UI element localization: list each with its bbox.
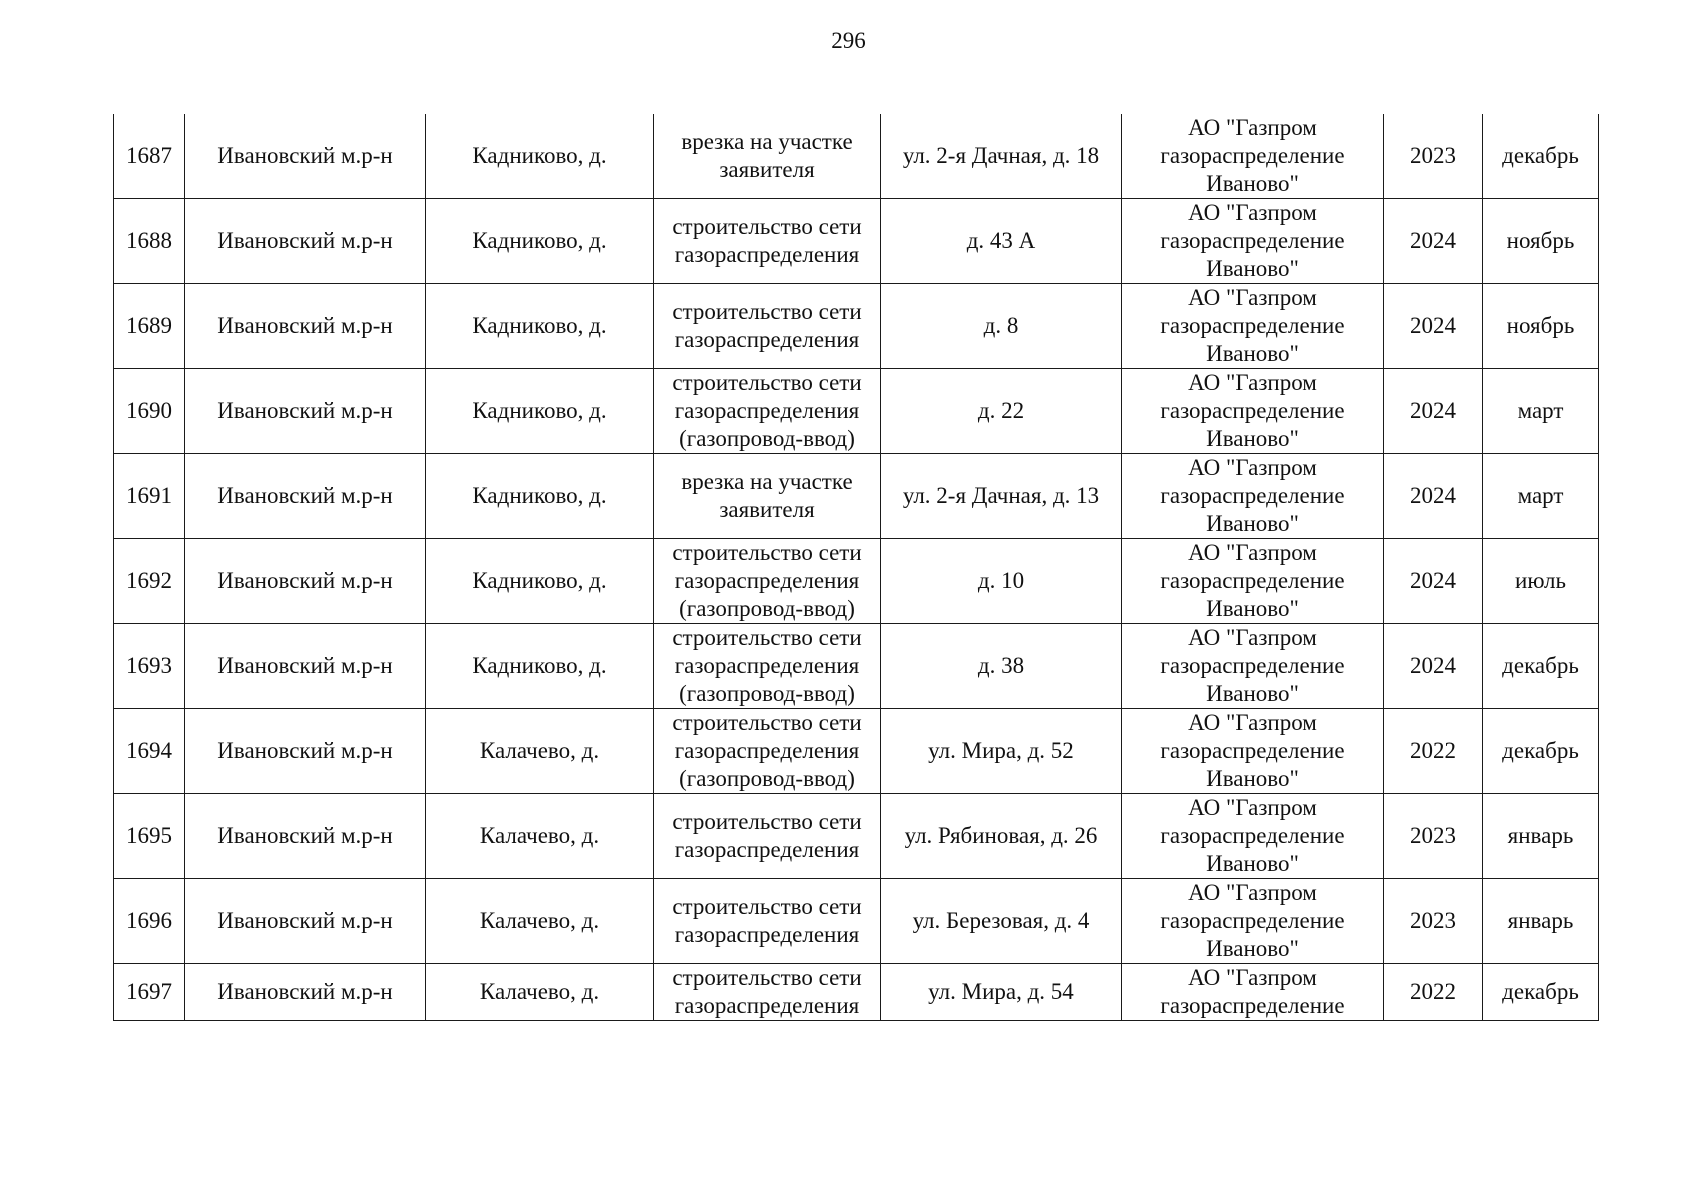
work-type-cell-line: (газопровод-ввод) xyxy=(679,426,855,451)
work-type-cell-line: газораспределения xyxy=(674,922,860,947)
address-cell: д. 10 xyxy=(881,539,1122,624)
address-cell: ул. Мира, д. 54 xyxy=(881,964,1122,1021)
district-cell: Ивановский м.р-н xyxy=(185,624,426,709)
table-row xyxy=(114,284,1599,369)
work-type-cell xyxy=(654,624,881,709)
row-number-cell: 1694 xyxy=(114,709,185,794)
year-cell: 2024 xyxy=(1384,454,1483,539)
row-number-cell: 1689 xyxy=(114,284,185,369)
work-type-cell xyxy=(654,369,881,454)
work-type-cell-line: газораспределения xyxy=(674,653,860,678)
district-cell: Ивановский м.р-н xyxy=(185,454,426,539)
organization-cell xyxy=(1122,114,1384,199)
month-cell: март xyxy=(1483,369,1599,454)
organization-cell-line: Иваново" xyxy=(1206,681,1299,706)
organization-cell-line: Иваново" xyxy=(1206,511,1299,536)
organization-cell xyxy=(1122,964,1384,1021)
settlement-cell: Кадниково, д. xyxy=(426,539,654,624)
work-type-cell xyxy=(654,454,881,539)
settlement-cell: Кадниково, д. xyxy=(426,284,654,369)
year-cell: 2022 xyxy=(1384,964,1483,1021)
row-number-cell: 1692 xyxy=(114,539,185,624)
organization-cell-line: газораспределение xyxy=(1160,738,1345,763)
district-cell: Ивановский м.р-н xyxy=(185,709,426,794)
work-type-cell-line: заявителя xyxy=(719,157,815,182)
district-cell: Ивановский м.р-н xyxy=(185,369,426,454)
organization-cell-line: газораспределение xyxy=(1160,398,1345,423)
work-type-cell-line: заявителя xyxy=(719,497,815,522)
year-cell: 2024 xyxy=(1384,199,1483,284)
row-number-cell: 1695 xyxy=(114,794,185,879)
address-cell: д. 38 xyxy=(881,624,1122,709)
organization-cell-line: Иваново" xyxy=(1206,171,1299,196)
organization-cell xyxy=(1122,369,1384,454)
organization-cell-line: газораспределение xyxy=(1160,568,1345,593)
organization-cell xyxy=(1122,879,1384,964)
organization-cell xyxy=(1122,454,1384,539)
work-type-cell-line: строительство сети xyxy=(672,894,862,919)
district-cell: Ивановский м.р-н xyxy=(185,114,426,199)
district-cell: Ивановский м.р-н xyxy=(185,539,426,624)
table-row xyxy=(114,454,1599,539)
organization-cell-line: Иваново" xyxy=(1206,341,1299,366)
work-type-cell-line: строительство сети xyxy=(672,710,862,735)
table-row xyxy=(114,964,1599,1021)
work-type-cell-line: строительство сети xyxy=(672,540,862,565)
organization-cell-line: АО "Газпром xyxy=(1188,540,1317,565)
organization-cell xyxy=(1122,539,1384,624)
organization-cell-line: АО "Газпром xyxy=(1188,115,1317,140)
organization-cell-line: газораспределение xyxy=(1160,313,1345,338)
work-type-cell xyxy=(654,284,881,369)
address-cell: ул. Рябиновая, д. 26 xyxy=(881,794,1122,879)
month-cell: ноябрь xyxy=(1483,284,1599,369)
work-type-cell-line: строительство сети xyxy=(672,625,862,650)
district-cell: Ивановский м.р-н xyxy=(185,794,426,879)
district-cell: Ивановский м.р-н xyxy=(185,964,426,1021)
work-type-cell-line: строительство сети xyxy=(672,299,862,324)
year-cell: 2023 xyxy=(1384,114,1483,199)
month-cell: декабрь xyxy=(1483,114,1599,199)
district-cell: Ивановский м.р-н xyxy=(185,284,426,369)
row-number-cell: 1690 xyxy=(114,369,185,454)
organization-cell xyxy=(1122,284,1384,369)
settlement-cell: Кадниково, д. xyxy=(426,369,654,454)
month-cell: декабрь xyxy=(1483,709,1599,794)
year-cell: 2023 xyxy=(1384,879,1483,964)
organization-cell xyxy=(1122,199,1384,284)
settlement-cell: Калачево, д. xyxy=(426,879,654,964)
table-row xyxy=(114,114,1599,199)
year-cell: 2024 xyxy=(1384,624,1483,709)
row-number-cell: 1697 xyxy=(114,964,185,1021)
month-cell: ноябрь xyxy=(1483,199,1599,284)
organization-cell-line: АО "Газпром xyxy=(1188,455,1317,480)
organization-cell-line: АО "Газпром xyxy=(1188,965,1317,990)
settlement-cell: Калачево, д. xyxy=(426,964,654,1021)
organization-cell-line: газораспределение xyxy=(1160,228,1345,253)
organization-cell xyxy=(1122,624,1384,709)
address-cell: ул. 2-я Дачная, д. 13 xyxy=(881,454,1122,539)
organization-cell-line: АО "Газпром xyxy=(1188,710,1317,735)
work-type-cell-line: (газопровод-ввод) xyxy=(679,596,855,621)
table-row xyxy=(114,369,1599,454)
district-cell: Ивановский м.р-н xyxy=(185,879,426,964)
gasification-table xyxy=(113,114,1599,1021)
settlement-cell: Калачево, д. xyxy=(426,709,654,794)
page-number: 296 xyxy=(831,28,866,53)
organization-cell-line: Иваново" xyxy=(1206,426,1299,451)
organization-cell-line: АО "Газпром xyxy=(1188,625,1317,650)
settlement-cell: Кадниково, д. xyxy=(426,199,654,284)
address-cell: ул. Мира, д. 52 xyxy=(881,709,1122,794)
settlement-cell: Калачево, д. xyxy=(426,794,654,879)
organization-cell-line: Иваново" xyxy=(1206,596,1299,621)
work-type-cell-line: газораспределения xyxy=(674,837,860,862)
month-cell: декабрь xyxy=(1483,964,1599,1021)
address-cell: ул. 2-я Дачная, д. 18 xyxy=(881,114,1122,199)
table-body xyxy=(114,114,1599,1021)
table-row xyxy=(114,879,1599,964)
organization-cell-line: Иваново" xyxy=(1206,256,1299,281)
row-number-cell: 1693 xyxy=(114,624,185,709)
work-type-cell xyxy=(654,879,881,964)
organization-cell-line: газораспределение xyxy=(1160,483,1345,508)
address-cell: ул. Березовая, д. 4 xyxy=(881,879,1122,964)
work-type-cell-line: строительство сети xyxy=(672,214,862,239)
organization-cell xyxy=(1122,709,1384,794)
table-row xyxy=(114,794,1599,879)
organization-cell-line: газораспределение xyxy=(1160,993,1345,1018)
month-cell: январь xyxy=(1483,794,1599,879)
month-cell: декабрь xyxy=(1483,624,1599,709)
organization-cell-line: АО "Газпром xyxy=(1188,370,1317,395)
table-row xyxy=(114,199,1599,284)
row-number-cell: 1688 xyxy=(114,199,185,284)
work-type-cell-line: газораспределения xyxy=(674,738,860,763)
work-type-cell-line: газораспределения xyxy=(674,993,860,1018)
work-type-cell-line: строительство сети xyxy=(672,965,862,990)
year-cell: 2023 xyxy=(1384,794,1483,879)
table-row xyxy=(114,624,1599,709)
organization-cell-line: газораспределение xyxy=(1160,653,1345,678)
month-cell: январь xyxy=(1483,879,1599,964)
row-number-cell: 1696 xyxy=(114,879,185,964)
year-cell: 2024 xyxy=(1384,539,1483,624)
address-cell: д. 43 А xyxy=(881,199,1122,284)
work-type-cell-line: строительство сети xyxy=(672,370,862,395)
work-type-cell-line: газораспределения xyxy=(674,398,860,423)
organization-cell-line: Иваново" xyxy=(1206,766,1299,791)
year-cell: 2024 xyxy=(1384,284,1483,369)
organization-cell-line: Иваново" xyxy=(1206,851,1299,876)
work-type-cell-line: газораспределения xyxy=(674,242,860,267)
organization-cell-line: Иваново" xyxy=(1206,936,1299,961)
work-type-cell xyxy=(654,794,881,879)
settlement-cell: Кадниково, д. xyxy=(426,624,654,709)
work-type-cell xyxy=(654,964,881,1021)
year-cell: 2022 xyxy=(1384,709,1483,794)
organization-cell-line: газораспределение xyxy=(1160,143,1345,168)
month-cell: март xyxy=(1483,454,1599,539)
work-type-cell-line: газораспределения xyxy=(674,568,860,593)
organization-cell-line: АО "Газпром xyxy=(1188,795,1317,820)
work-type-cell xyxy=(654,199,881,284)
district-cell: Ивановский м.р-н xyxy=(185,199,426,284)
address-cell: д. 22 xyxy=(881,369,1122,454)
organization-cell-line: газораспределение xyxy=(1160,823,1345,848)
settlement-cell: Кадниково, д. xyxy=(426,454,654,539)
table-row xyxy=(114,539,1599,624)
work-type-cell-line: врезка на участке xyxy=(681,129,853,154)
row-number-cell: 1687 xyxy=(114,114,185,199)
organization-cell-line: АО "Газпром xyxy=(1188,285,1317,310)
organization-cell xyxy=(1122,794,1384,879)
year-cell: 2024 xyxy=(1384,369,1483,454)
settlement-cell: Кадниково, д. xyxy=(426,114,654,199)
table-row xyxy=(114,709,1599,794)
month-cell: июль xyxy=(1483,539,1599,624)
work-type-cell xyxy=(654,709,881,794)
work-type-cell-line: (газопровод-ввод) xyxy=(679,681,855,706)
work-type-cell-line: строительство сети xyxy=(672,809,862,834)
work-type-cell-line: (газопровод-ввод) xyxy=(679,766,855,791)
organization-cell-line: АО "Газпром xyxy=(1188,880,1317,905)
organization-cell-line: газораспределение xyxy=(1160,908,1345,933)
address-cell: д. 8 xyxy=(881,284,1122,369)
work-type-cell xyxy=(654,539,881,624)
row-number-cell: 1691 xyxy=(114,454,185,539)
organization-cell-line: АО "Газпром xyxy=(1188,200,1317,225)
work-type-cell-line: врезка на участке xyxy=(681,469,853,494)
work-type-cell xyxy=(654,114,881,199)
work-type-cell-line: газораспределения xyxy=(674,327,860,352)
